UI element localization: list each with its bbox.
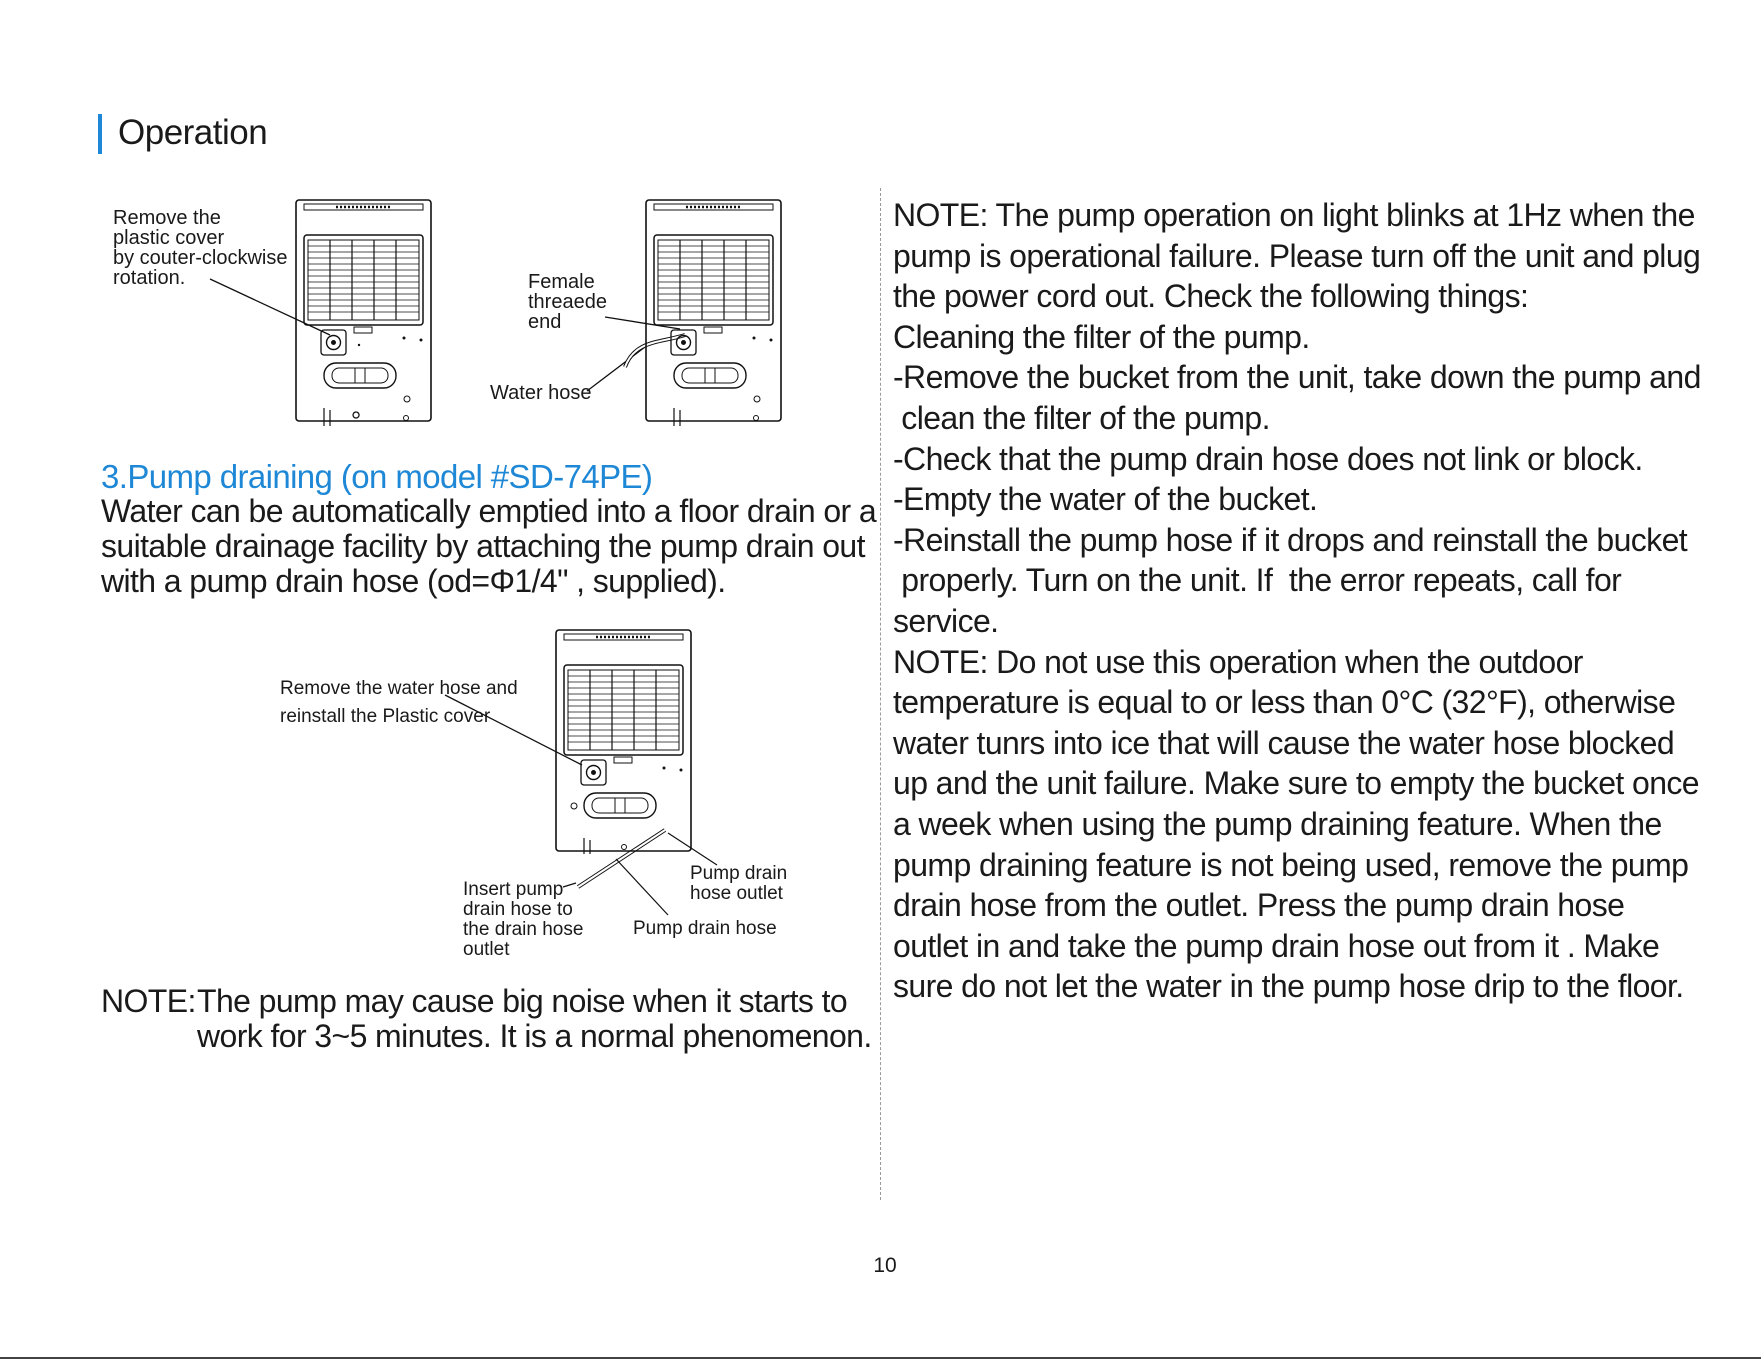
text-line: NOTE: The pump operation on light blinks at 1Hz when the	[893, 197, 1695, 233]
text-line: sure do not let the water in the pump hose drip to the floor.	[893, 968, 1684, 1005]
text-line: -Reinstall the pump hose if it drops and reinstall the bucket	[893, 521, 1688, 558]
paragraph-line: with a pump drain hose (od=Φ1/4" , supplied).	[101, 563, 726, 599]
text-line: temperature is equal to or less than 0°C (32°F), otherwise	[893, 684, 1676, 721]
fig2-callout-female: Female threaede end	[528, 271, 607, 333]
pump-draining-heading: 3.Pump draining (on model #SD-74PE)	[101, 458, 653, 495]
text-line: clean the filter of the pump.	[893, 399, 1270, 436]
page-number: 10	[873, 1254, 897, 1277]
text-line: drain hose from the outlet. Press the pump drain hose	[893, 887, 1625, 924]
text-line: up and the unit failure. Make sure to empty the bucket once	[893, 765, 1699, 802]
text-line: properly. Turn on the unit. If the error repeats, call for	[893, 562, 1622, 599]
paragraph-line: Water can be automatically emptied into a floor drain or a	[101, 493, 877, 529]
fig2-callout-hose: Water hose	[490, 382, 592, 404]
text-line: -Check that the pump drain hose does not link or block.	[893, 440, 1643, 477]
section-accent-bar	[98, 114, 102, 154]
text-line: pump is operational failure. Please turn off the unit and plug	[893, 237, 1701, 274]
paragraph-line: suitable drainage facility by attaching the pump drain out	[101, 528, 865, 564]
figure-water-hose	[485, 195, 795, 425]
fig3-callout-insert: Insert pump drain hose to the drain hose outlet	[463, 879, 584, 960]
dehumidifier-back-view	[296, 200, 431, 426]
text-line: pump draining feature is not being used, remove the pump	[893, 846, 1689, 883]
dehumidifier-back-view	[556, 630, 691, 854]
text-line: the power cord out. Check the following things:	[893, 278, 1529, 315]
note-label: NOTE:	[101, 983, 196, 1019]
text-line: Cleaning the filter of the pump.	[893, 318, 1310, 355]
pump-draining-paragraph	[101, 493, 877, 599]
text-line: -Empty the water of the bucket.	[893, 481, 1318, 518]
bottom-rule	[0, 1357, 1761, 1359]
fig3-callout-outlet: Pump drain hose outlet	[690, 863, 788, 904]
column-divider	[880, 188, 881, 1200]
text-line: service.	[893, 602, 999, 639]
note-line: The pump may cause big noise when it starts to	[197, 983, 848, 1019]
section-title: Operation	[118, 113, 268, 152]
text-line: outlet in and take the pump drain hose out from it . Make	[893, 927, 1660, 964]
right-column-text	[893, 195, 1743, 1007]
dehumidifier-back-view	[646, 200, 781, 426]
fig3-callout-hose: Pump drain hose	[633, 918, 777, 939]
fig3-callout-remove: Remove the water hose and reinstall the Plastic cover	[280, 678, 518, 727]
fig1-callout-text: Remove the plastic cover by couter-clockwise rotation.	[113, 207, 288, 289]
text-line: a week when using the pump draining feature. When the	[893, 805, 1662, 842]
text-line: water tunrs into ice that will cause the water hose blocked	[893, 724, 1675, 761]
figure-pump-drain-hose	[270, 625, 810, 965]
text-line: -Remove the bucket from the unit, take down the pump and	[893, 359, 1701, 396]
text-line: NOTE: Do not use this operation when the outdoor	[893, 643, 1583, 680]
figure-remove-cover	[105, 195, 445, 425]
left-note	[101, 984, 872, 1054]
note-line: work for 3~5 minutes. It is a normal phenomenon.	[197, 1018, 872, 1054]
